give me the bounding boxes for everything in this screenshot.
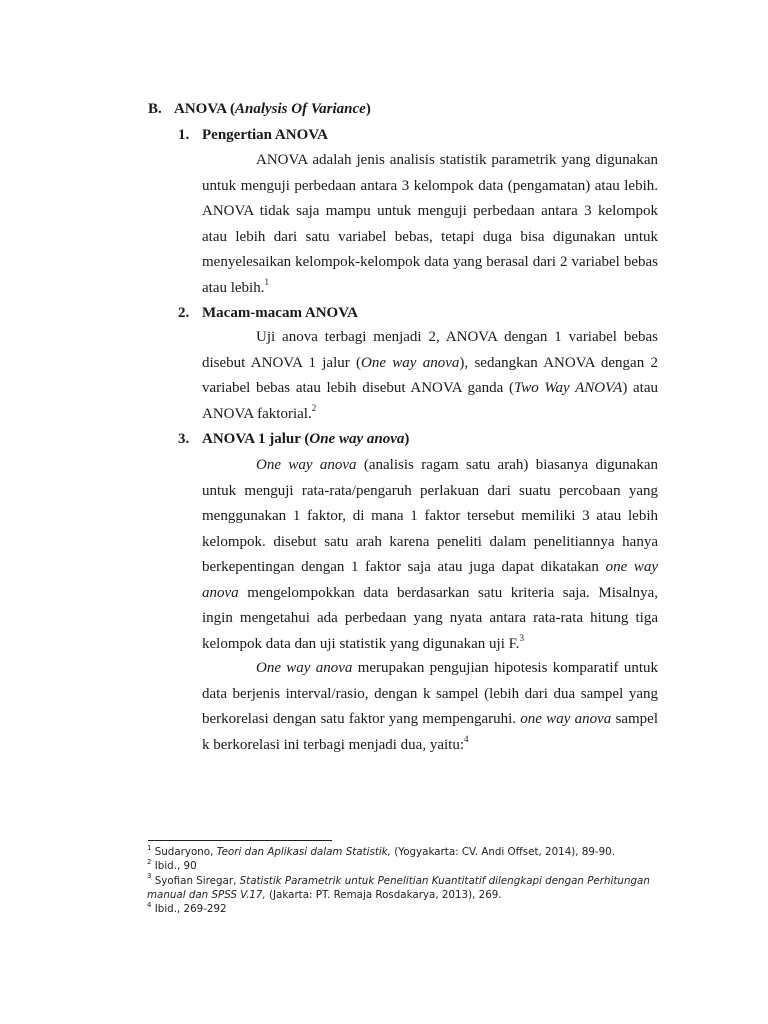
footnote-number: 2: [147, 857, 152, 866]
footnote-number: 4: [147, 900, 152, 909]
section-label: B.: [148, 101, 162, 117]
footnote-ref-1: 1: [264, 276, 269, 287]
footnote-text: Ibid., 269-292: [151, 903, 227, 916]
footnote-text: (Yogyakarta: CV. Andi Offset, 2014), 89-90.: [391, 846, 616, 858]
subsection-2-number: 2.: [178, 305, 190, 321]
subsection-3-paragraph-2: [202, 656, 658, 758]
subsection-3-heading: [178, 431, 409, 448]
paragraph-text: ), sedangkan ANOVA dengan 2 variabel bebas atau lebih disebut ANOVA ganda (: [202, 354, 659, 396]
subsection-1-title: Pengertian ANOVA: [202, 127, 328, 143]
paragraph-text: (analisis ragam satu arah) biasanya digunakan untuk menguji rata-rata/pengaruh perlakuan dari suatu percobaan yang menggunakan 1 faktor, di mana 1 faktor tersebut memiliki 3 atau lebih kelompok. disebut satu arah karena peneliti dalam penelitiannya hanya berkepentingan dengan 1 faktor saja atau juga dapat dikatakan: [202, 457, 658, 575]
subsection-2-paragraph: [202, 325, 658, 427]
subsection-3-title-italic: One way anova: [309, 431, 405, 447]
section-title-main: ANOVA (: [174, 101, 235, 117]
footnote-number: 3: [147, 872, 152, 881]
subsection-3-number: 3.: [178, 431, 190, 447]
footnote-text: Ibid., 90: [151, 860, 197, 873]
paragraph-italic: One way anova: [256, 660, 353, 676]
paragraph-text: ) atau ANOVA faktorial.: [202, 380, 658, 422]
paragraph-italic: one way anova: [520, 711, 612, 727]
footnote-text: Syofian Siregar,: [151, 874, 240, 887]
paragraph-text: ANOVA adalah jenis analisis statistik parametrik yang digunakan untuk menguji perbedaan antara 3 kelompok data (pengamatan) atau lebih. ANOVA tidak saja mampu untuk menguji perbedaan antara 3 kelompok atau lebih dari satu variabel bebas, tetapi duga bisa digunakan untuk menyelesaikan kelompok-kelompok data yang berasal dari 2 variabel bebas atau lebih.: [202, 152, 658, 296]
paragraph-italic: one way anova: [202, 559, 658, 601]
subsection-3-paragraph-1: [202, 453, 658, 657]
footnote-number: 1: [147, 843, 152, 852]
subsection-1-heading: [178, 127, 328, 144]
section-title-italic: Analysis Of Variance: [234, 101, 366, 117]
footnote-text: (Jakarta: PT. Remaja Rosdakarya, 2013), 269.: [265, 888, 502, 901]
subsection-2-title: Macam-macam ANOVA: [202, 305, 358, 321]
paragraph-italic: One way anova: [361, 354, 460, 371]
paragraph-text: Uji anova terbagi menjadi 2, ANOVA dengan 1 variabel bebas disebut ANOVA 1 jalur (: [202, 329, 658, 371]
footnote-title: Teori dan Aplikasi dalam Statistik,: [216, 846, 391, 858]
paragraph-text: mengelompokkan data berdasarkan satu kriteria saja. Misalnya, ingin mengetahui ada perbedaan yang nyata antara rata-rata hitung tiga kelompok data dan uji statistik yang digunakan uji F.: [202, 584, 658, 652]
footnote-3: [147, 874, 667, 903]
section-title-end: ): [365, 101, 371, 117]
subsection-1-paragraph: [202, 148, 658, 301]
subsection-3-title-main: ANOVA 1 jalur (: [202, 431, 310, 447]
footnote-text: Sudaryono,: [151, 846, 217, 858]
paragraph-italic: One way anova: [256, 457, 357, 473]
footnote-ref-2: 2: [311, 402, 317, 413]
footnote-ref-3: 3: [519, 632, 525, 643]
footnote-2: [147, 859, 667, 873]
paragraph-text: sampel k berkorelasi ini terbagi menjadi dua, yaitu:: [202, 711, 658, 753]
paragraph-text: merupakan pengujian hipotesis komparatif untuk data berjenis interval/rasio, dengan k sampel (lebih dari dua sampel yang berkorelasi dengan satu faktor yang mempengaruhi.: [202, 660, 658, 727]
footnote-ref-4: 4: [464, 733, 469, 744]
footnote-4: [147, 902, 667, 916]
section-heading: [148, 101, 371, 118]
subsection-1-number: 1.: [178, 127, 190, 143]
subsection-2-heading: [178, 305, 358, 322]
paragraph-italic: Two Way ANOVA: [513, 380, 623, 396]
footnote-title: Statistik Parametrik untuk Penelitian Kuantitatif dilengkapi dengan Perhitungan manual dan SPSS V.17,: [147, 874, 650, 901]
footnote-1: [147, 845, 667, 859]
footnotes: [147, 845, 667, 916]
footnote-divider: [148, 840, 332, 841]
subsection-3-title-end: ): [404, 431, 410, 447]
